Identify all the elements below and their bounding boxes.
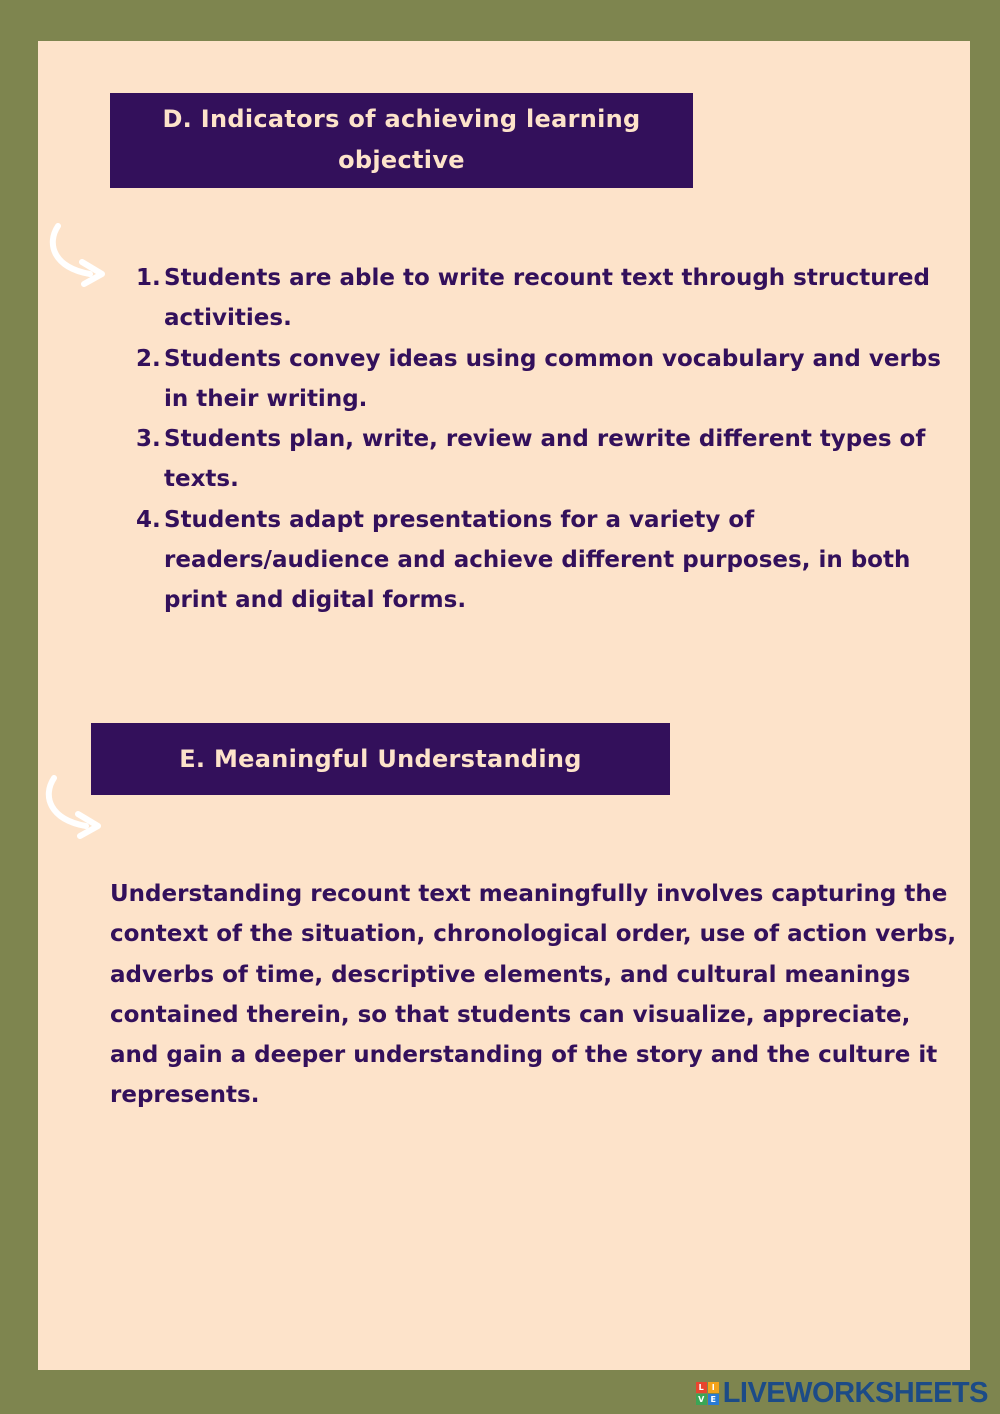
worksheet-page xyxy=(38,41,970,1370)
indicators-list xyxy=(130,258,950,621)
logo-letter: I xyxy=(708,1382,719,1393)
list-item-number: 4. xyxy=(136,506,161,533)
liveworksheets-logo-icon xyxy=(696,1382,719,1405)
section-e-banner xyxy=(91,723,670,795)
list-item-number: 1. xyxy=(136,265,161,291)
watermark-text: LIVEWORKSHEETS xyxy=(722,1376,988,1409)
list-item-number: 2. xyxy=(136,345,161,372)
list-item-text: Students are able to write recount text through structured activities. xyxy=(164,265,930,332)
section-d-banner xyxy=(110,93,693,188)
section-d-title-line1: D. Indicators of achieving learning xyxy=(162,105,641,133)
curved-arrow-icon xyxy=(40,774,108,840)
list-item-number: 3. xyxy=(136,426,161,453)
section-e-title: E. Meaningful Understanding xyxy=(179,745,582,773)
list-item-text: Students convey ideas using common vocabulary and verbs in their writing. xyxy=(164,345,941,412)
logo-letter: V xyxy=(696,1394,707,1405)
list-item xyxy=(130,500,950,621)
list-item xyxy=(130,419,950,500)
list-item xyxy=(130,339,950,420)
list-item-text: Students adapt presentations for a variety of readers/audience and achieve different purposes, in both print and digital forms. xyxy=(164,506,911,614)
section-d-title-line2: objective xyxy=(338,146,465,174)
list-item-text: Students plan, write, review and rewrite different types of texts. xyxy=(164,426,926,493)
list-item xyxy=(130,258,950,339)
understanding-paragraph: Understanding recount text meaningfully involves capturing the context of the situation, chronological order, use of action verbs, adverbs of time, descriptive elements, and cultural meanings contained therein, so that students can visualize, appreciate, and gain a deeper understanding of the story and the culture it represents. xyxy=(110,881,957,1109)
liveworksheets-watermark[interactable] xyxy=(696,1378,988,1408)
logo-letter: L xyxy=(696,1382,707,1393)
logo-letter: E xyxy=(708,1394,719,1405)
curved-arrow-icon xyxy=(44,222,112,288)
